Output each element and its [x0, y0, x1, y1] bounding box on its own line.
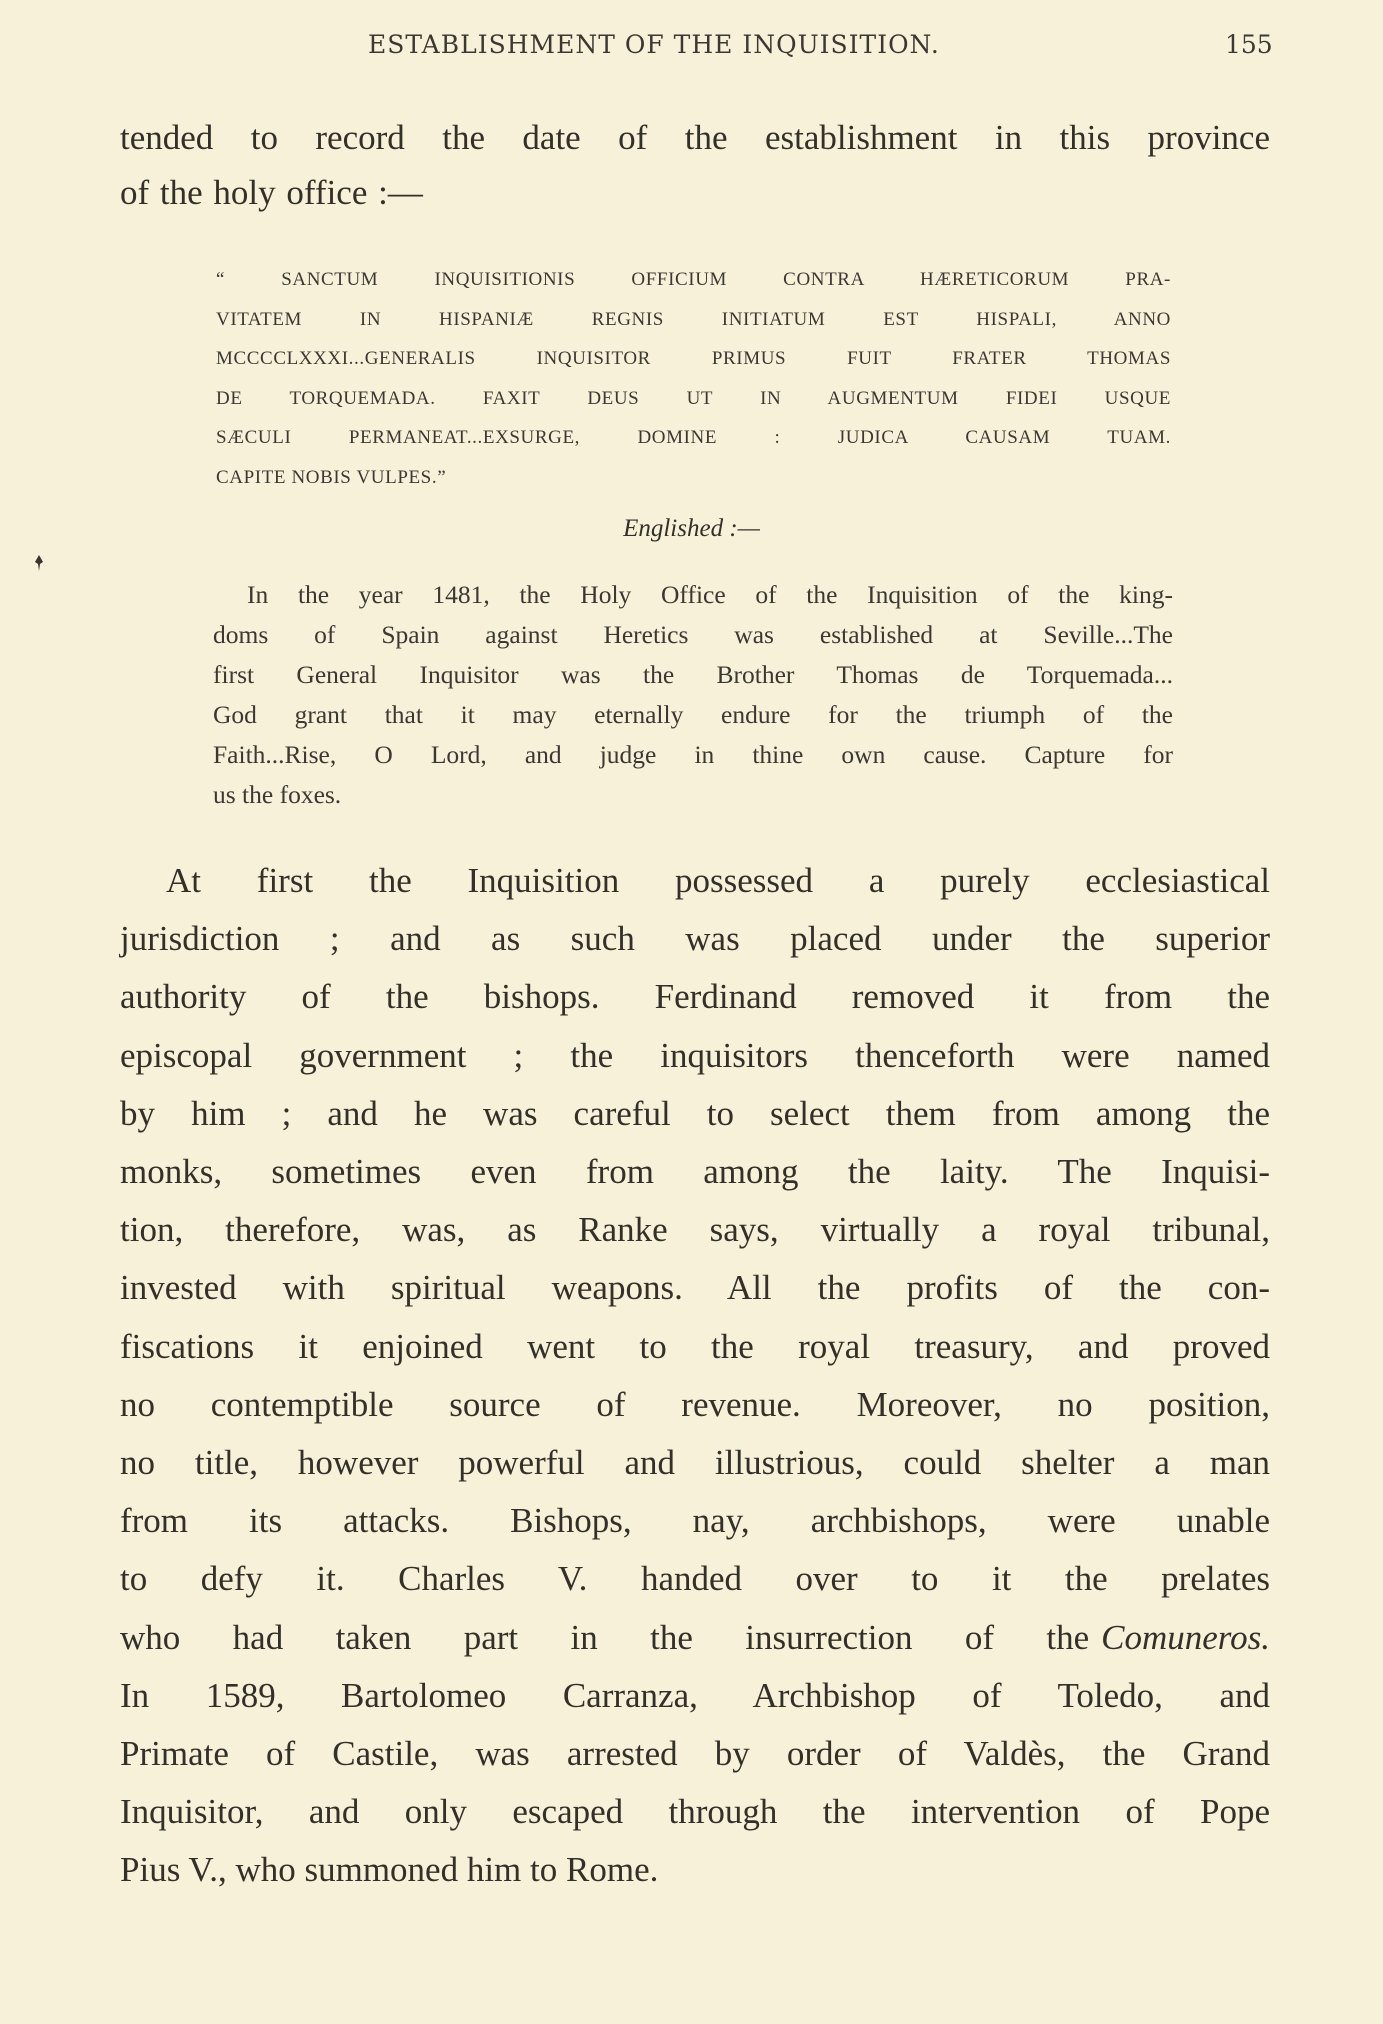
text-line: tended to record the date of the establishment in this province	[120, 118, 1270, 157]
text-fragment: who had taken part in the insurrection of the	[120, 1617, 1090, 1657]
text-line: tion, therefore, was, as Ranke says, virtually a royal tribunal,	[120, 1210, 1270, 1250]
text-line: from its attacks. Bishops, nay, archbishops, were unable	[120, 1501, 1270, 1541]
running-head: ESTABLISHMENT OF THE INQUISITION.	[368, 30, 940, 59]
text-line: by him ; and he was careful to select them from among the	[120, 1093, 1270, 1133]
text-line: “ SANCTUM INQUISITIONIS OFFICIUM CONTRA HÆRETICORUM PRA-	[216, 269, 1171, 290]
ink-mark-icon	[34, 555, 44, 571]
text-line: CAPITE NOBIS VULPES.”	[216, 466, 447, 488]
text-line: Pius V., who summoned him to Rome.	[120, 1850, 659, 1890]
text-line: authority of the bishops. Ferdinand removed it from the	[120, 977, 1270, 1017]
latin-inscription	[216, 260, 1171, 497]
text-line: no contemptible source of revenue. Moreover, no position,	[120, 1384, 1270, 1424]
text-line: us the foxes.	[213, 780, 342, 809]
text-line: episcopal government ; the inquisitors thenceforth were named	[120, 1035, 1270, 1075]
text-line: invested with spiritual weapons. All the profits of the con-	[120, 1268, 1270, 1308]
text-line: doms of Spain against Heretics was established at Seville...The	[213, 620, 1173, 649]
page-header	[0, 30, 1383, 70]
text-line: At first the Inquisition possessed a purely ecclesiastical	[166, 861, 1270, 900]
text-line: In 1589, Bartolomeo Carranza, Archbishop of Toledo, and	[120, 1675, 1270, 1715]
text-line: Faith...Rise, O Lord, and judge in thine own cause. Capture for	[213, 740, 1173, 769]
italic-term: Comuneros.	[1101, 1617, 1270, 1657]
text-line: monks, sometimes even from among the laity. The Inquisi-	[120, 1152, 1270, 1192]
text-line: Inquisitor, and only escaped through the intervention of Pope	[120, 1792, 1270, 1832]
main-paragraph	[120, 852, 1270, 1900]
text-line: VITATEM IN HISPANIÆ REGNIS INITIATUM EST HISPALI, ANNO	[216, 308, 1171, 330]
text-line: first General Inquisitor was the Brother Thomas de Torquemada...	[213, 660, 1173, 689]
text-line: In the year 1481, the Holy Office of the Inquisition of the king-	[247, 580, 1173, 609]
intro-text	[120, 110, 1270, 220]
text-line: SÆCULI PERMANEAT...EXSURGE, DOMINE : JUDICA CAUSAM TUAM.	[216, 427, 1171, 448]
text-line: no title, however powerful and illustrious, could shelter a man	[120, 1443, 1270, 1483]
text-line	[120, 1609, 1270, 1667]
translation-text	[213, 575, 1173, 815]
text-line: God grant that it may eternally endure for the triumph of the	[213, 700, 1173, 729]
page-number: 155	[1225, 30, 1273, 59]
text-line: Primate of Castile, was arrested by order of Valdès, the Grand	[120, 1734, 1270, 1774]
text-line: MCCCCLXXXI...GENERALIS INQUISITOR PRIMUS FUIT FRATER THOMAS	[216, 348, 1171, 369]
text-line: DE TORQUEMADA. FAXIT DEUS UT IN AUGMENTUM FIDEI USQUE	[216, 387, 1171, 409]
text-line: fiscations it enjoined went to the royal treasury, and proved	[120, 1326, 1270, 1366]
englished-label: Englished :—	[623, 515, 760, 542]
text-line: to defy it. Charles V. handed over to it the prelates	[120, 1559, 1270, 1599]
text-line: of the holy office :—	[120, 173, 423, 212]
text-line: jurisdiction ; and as such was placed under the superior	[120, 919, 1270, 959]
